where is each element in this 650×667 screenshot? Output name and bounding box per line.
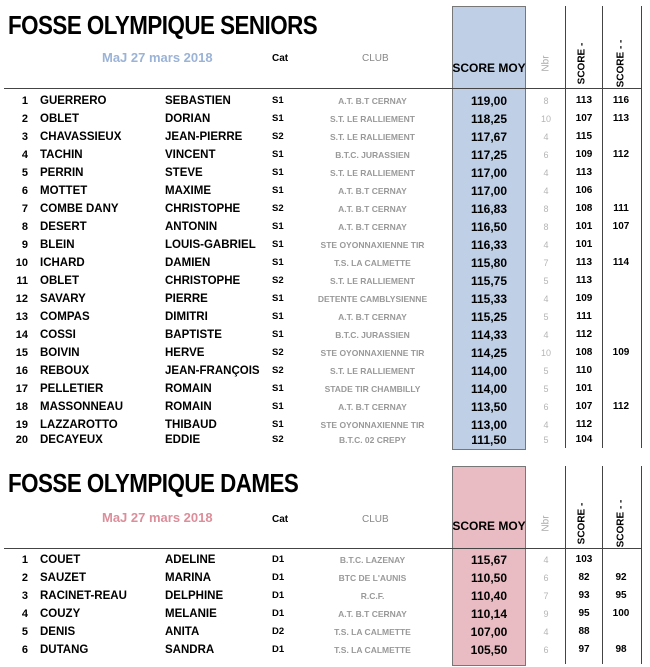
- first-name: DELPHINE: [165, 590, 224, 602]
- rank: 2: [21, 113, 28, 125]
- rank: 12: [15, 293, 28, 305]
- seniors-title: FOSSE OLYMPIQUE SENIORS: [8, 10, 318, 40]
- score-1: 93: [578, 590, 590, 601]
- dames-title: FOSSE OLYMPIQUE DAMES: [8, 468, 299, 498]
- category: S2: [272, 347, 284, 358]
- score-moy: 110,40: [470, 589, 508, 603]
- category: D1: [272, 644, 285, 655]
- first-name: BAPTISTE: [165, 329, 222, 341]
- nbr: 5: [543, 366, 549, 376]
- first-name: ADELINE: [165, 554, 216, 566]
- club: STE OYONNAXIENNE TIR: [320, 420, 425, 430]
- last-name: COMPAS: [40, 311, 90, 323]
- score-1: 108: [575, 203, 593, 214]
- category: S1: [272, 293, 284, 304]
- rank: 16: [15, 365, 28, 377]
- club: S.T. LE RALLIEMENT: [330, 276, 415, 286]
- category: S1: [272, 401, 284, 412]
- first-name: SEBASTIEN: [165, 95, 231, 107]
- nbr: 6: [543, 402, 549, 412]
- nbr: 5: [543, 312, 549, 322]
- last-name: CHAVASSIEUX: [40, 131, 122, 143]
- category: S2: [272, 365, 284, 376]
- score-moy: 117,67: [470, 130, 508, 144]
- score-moy: 111,50: [471, 433, 507, 447]
- first-name: CHRISTOPHE: [165, 275, 241, 287]
- nbr: 10: [540, 114, 551, 124]
- club: A.T. B.T CERNAY: [338, 312, 407, 322]
- score-moy: 107,00: [470, 625, 508, 639]
- score-moy: 116,33: [470, 238, 508, 252]
- last-name: REBOUX: [40, 365, 90, 377]
- score-moy: 114,00: [470, 382, 508, 396]
- nbr: 4: [543, 240, 549, 250]
- category: D1: [272, 554, 285, 565]
- score-moy: 113,00: [470, 418, 508, 432]
- score-moy: 114,33: [470, 328, 508, 342]
- first-name: MELANIE: [165, 608, 217, 620]
- club: B.T.C. JURASSIEN: [335, 150, 410, 160]
- dames-update-date: MaJ 27 mars 2018: [102, 510, 213, 525]
- category: S1: [272, 239, 284, 250]
- first-name: VINCENT: [165, 149, 216, 161]
- dames-club-header: CLUB: [362, 514, 389, 525]
- nbr: 8: [543, 96, 549, 106]
- rank: 11: [16, 275, 28, 287]
- rank: 1: [21, 95, 28, 107]
- score-moy: 115,33: [470, 292, 508, 306]
- club: B.T.C. JURASSIEN: [335, 330, 410, 340]
- nbr: 6: [543, 645, 549, 655]
- last-name: PERRIN: [40, 167, 84, 179]
- nbr: 4: [543, 420, 549, 430]
- last-name: PELLETIER: [40, 383, 104, 395]
- score-1: 101: [575, 221, 593, 232]
- club: B.T.C. LAZENAY: [339, 555, 406, 565]
- nbr: 7: [543, 591, 549, 601]
- rank: 6: [21, 644, 28, 656]
- last-name: DENIS: [40, 626, 76, 638]
- seniors-nbr-header: Nbr: [540, 55, 552, 72]
- last-name: DUTANG: [40, 644, 89, 656]
- score-1: 113: [575, 275, 593, 286]
- first-name: STEVE: [165, 167, 203, 179]
- last-name: TACHIN: [40, 149, 83, 161]
- first-name: JEAN-FRANÇOIS: [165, 365, 260, 377]
- table-row: [0, 587, 650, 605]
- seniors-score2-header: SCORE - -: [615, 39, 627, 88]
- rank: 3: [21, 131, 28, 143]
- category: S1: [272, 221, 284, 232]
- table-row: [0, 569, 650, 587]
- score-1: 113: [575, 257, 593, 268]
- seniors-club-header: CLUB: [362, 53, 389, 64]
- category: S1: [272, 383, 284, 394]
- club: A.T. B.T CERNAY: [338, 402, 407, 412]
- score-1: 110: [575, 365, 593, 376]
- score-moy: 115,67: [470, 553, 508, 567]
- score-1: 97: [578, 644, 590, 655]
- score-2: 107: [612, 221, 630, 232]
- nbr: 5: [543, 435, 549, 445]
- score-moy: 117,00: [470, 166, 508, 180]
- score-2: 98: [615, 644, 627, 655]
- last-name: GUERRERO: [40, 95, 107, 107]
- rank: 13: [15, 311, 28, 323]
- club: B.T.C. 02 CREPY: [338, 435, 407, 445]
- first-name: DORIAN: [165, 113, 211, 125]
- first-name: HERVE: [165, 347, 205, 359]
- nbr: 4: [543, 132, 549, 142]
- nbr: 4: [543, 330, 549, 340]
- nbr: 4: [543, 294, 549, 304]
- nbr: 5: [543, 276, 549, 286]
- category: S2: [272, 131, 284, 142]
- score-2: 114: [612, 257, 630, 268]
- club: STADE TIR CHAMBILLY: [324, 384, 421, 394]
- score-1: 95: [578, 608, 590, 619]
- last-name: BLEIN: [40, 239, 75, 251]
- rank: 14: [15, 329, 28, 341]
- score-moy: 116,83: [470, 202, 508, 216]
- rank: 7: [21, 203, 28, 215]
- score-moy: 115,25: [470, 310, 508, 324]
- first-name: CHRISTOPHE: [165, 203, 241, 215]
- club: DETENTE CAMBLYSIENNE: [317, 294, 428, 304]
- last-name: LAZZAROTTO: [40, 419, 118, 431]
- last-name: OBLET: [40, 113, 79, 125]
- club: A.T. B.T CERNAY: [338, 204, 407, 214]
- category: S2: [272, 203, 284, 214]
- rank: 10: [15, 257, 28, 269]
- score-1: 113: [575, 95, 593, 106]
- rank: 20: [15, 434, 28, 446]
- score-1: 108: [575, 347, 593, 358]
- score-1: 103: [575, 554, 593, 565]
- score-2: 112: [612, 401, 630, 412]
- nbr: 5: [543, 384, 549, 394]
- score-moy: 110,50: [470, 571, 508, 585]
- score-2: 95: [615, 590, 627, 601]
- nbr: 4: [543, 555, 549, 565]
- club: A.T. B.T CERNAY: [338, 186, 407, 196]
- rank: 3: [21, 590, 28, 602]
- club: STE OYONNAXIENNE TIR: [320, 240, 425, 250]
- club: BTC DE L'AUNIS: [338, 573, 407, 583]
- club: A.T. B.T CERNAY: [338, 96, 407, 106]
- score-1: 113: [575, 167, 593, 178]
- dames-score-moy-header: SCORE MOY: [452, 519, 526, 533]
- score-1: 101: [575, 239, 593, 250]
- first-name: ROMAIN: [165, 383, 212, 395]
- rank: 5: [21, 626, 28, 638]
- score-1: 104: [575, 434, 593, 445]
- table-row: [0, 623, 650, 641]
- score-1: 109: [575, 293, 593, 304]
- score-1: 115: [575, 131, 593, 142]
- score-2: 109: [612, 347, 630, 358]
- score-2: 116: [612, 95, 630, 106]
- club: S.T. LE RALLIEMENT: [330, 366, 415, 376]
- nbr: 6: [543, 573, 549, 583]
- last-name: BOIVIN: [40, 347, 80, 359]
- category: S1: [272, 167, 284, 178]
- score-1: 109: [575, 149, 593, 160]
- score-moy: 115,80: [470, 256, 508, 270]
- score-moy: 105,50: [470, 643, 508, 657]
- last-name: DECAYEUX: [40, 434, 103, 446]
- club: S.T. LE RALLIEMENT: [330, 132, 415, 142]
- score-moy: 114,00: [470, 364, 508, 378]
- last-name: RACINET-REAU: [40, 590, 127, 602]
- rank: 19: [15, 419, 28, 431]
- first-name: JEAN-PIERRE: [165, 131, 243, 143]
- nbr: 6: [543, 150, 549, 160]
- rank: 1: [21, 554, 28, 566]
- score-moy: 114,25: [470, 346, 508, 360]
- nbr: 8: [543, 222, 549, 232]
- score-1: 106: [575, 185, 593, 196]
- score-1: 88: [578, 626, 590, 637]
- rank: 2: [21, 572, 28, 584]
- score-2: 100: [612, 608, 630, 619]
- category: S1: [272, 113, 284, 124]
- club: T.S. LA CALMETTE: [334, 627, 411, 637]
- club: A.T. B.T CERNAY: [338, 222, 407, 232]
- last-name: SAVARY: [40, 293, 86, 305]
- score-1: 107: [575, 401, 593, 412]
- category: S1: [272, 311, 284, 322]
- category: S1: [272, 329, 284, 340]
- last-name: COUET: [40, 554, 81, 566]
- score-moy: 113,50: [470, 400, 508, 414]
- score-moy: 115,75: [470, 274, 508, 288]
- category: S2: [272, 275, 284, 286]
- score-1: 112: [575, 329, 593, 340]
- first-name: MARINA: [165, 572, 211, 584]
- first-name: LOUIS-GABRIEL: [165, 239, 256, 251]
- score-2: 111: [613, 203, 629, 214]
- last-name: OBLET: [40, 275, 79, 287]
- score-2: 112: [612, 149, 630, 160]
- dames-cat-header: Cat: [272, 514, 289, 525]
- first-name: THIBAUD: [165, 419, 217, 431]
- rank: 18: [15, 401, 28, 413]
- club: S.T. LE RALLIEMENT: [330, 114, 415, 124]
- nbr: 4: [543, 186, 549, 196]
- nbr: 8: [543, 204, 549, 214]
- last-name: ICHARD: [40, 257, 85, 269]
- last-name: COUZY: [40, 608, 81, 620]
- nbr: 9: [543, 609, 549, 619]
- first-name: DIMITRI: [165, 311, 208, 323]
- category: D1: [272, 572, 285, 583]
- seniors-cat-header: Cat: [272, 53, 289, 64]
- first-name: DAMIEN: [165, 257, 211, 269]
- seniors-score-moy-header: SCORE MOY: [452, 61, 526, 75]
- score-1: 111: [576, 311, 592, 322]
- category: S1: [272, 419, 284, 430]
- score-moy: 116,50: [470, 220, 508, 234]
- first-name: EDDIE: [165, 434, 201, 446]
- score-1: 107: [575, 113, 593, 124]
- rank: 9: [21, 239, 28, 251]
- rank: 4: [21, 608, 28, 620]
- club: A.T. B.T CERNAY: [338, 609, 407, 619]
- first-name: ROMAIN: [165, 401, 212, 413]
- rank: 8: [21, 221, 28, 233]
- first-name: PIERRE: [165, 293, 208, 305]
- seniors-score1-header: SCORE -: [576, 42, 588, 85]
- category: S1: [272, 149, 284, 160]
- last-name: COSSI: [40, 329, 76, 341]
- score-1: 101: [575, 383, 593, 394]
- last-name: MASSONNEAU: [40, 401, 124, 413]
- seniors-update-date: MaJ 27 mars 2018: [102, 50, 213, 65]
- score-2: 113: [612, 113, 630, 124]
- rank: 4: [21, 149, 28, 161]
- score-moy: 118,25: [470, 112, 508, 126]
- score-moy: 117,00: [470, 184, 508, 198]
- last-name: COMBE DANY: [40, 203, 119, 215]
- category: D1: [272, 590, 285, 601]
- score-moy: 110,14: [470, 607, 508, 621]
- first-name: ANITA: [165, 626, 200, 638]
- score-1: 82: [578, 572, 590, 583]
- nbr: 7: [543, 258, 549, 268]
- last-name: MOTTET: [40, 185, 88, 197]
- dames-score2-header: SCORE - -: [615, 499, 627, 548]
- club: S.T. LE RALLIEMENT: [330, 168, 415, 178]
- table-row: [0, 605, 650, 623]
- table-row: [0, 551, 650, 569]
- rank: 5: [21, 167, 28, 179]
- category: S2: [272, 434, 284, 445]
- first-name: ANTONIN: [165, 221, 218, 233]
- nbr: 4: [543, 627, 549, 637]
- score-1: 112: [575, 419, 593, 430]
- dames-header-rule: [4, 548, 641, 549]
- score-2: 92: [615, 572, 627, 583]
- score-moy: 119,00: [470, 94, 508, 108]
- category: S1: [272, 257, 284, 268]
- last-name: DESERT: [40, 221, 87, 233]
- club: T.S. LA CALMETTE: [334, 258, 411, 268]
- club: T.S. LA CALMETTE: [334, 645, 411, 655]
- nbr: 4: [543, 168, 549, 178]
- nbr: 10: [540, 348, 551, 358]
- dames-score1-header: SCORE -: [576, 502, 588, 545]
- category: D2: [272, 626, 285, 637]
- table-row: [0, 641, 650, 659]
- dames-nbr-header: Nbr: [540, 515, 552, 532]
- category: D1: [272, 608, 285, 619]
- category: S1: [272, 185, 284, 196]
- score-moy: 117,25: [470, 148, 508, 162]
- category: S1: [272, 95, 284, 106]
- rank: 6: [21, 185, 28, 197]
- last-name: SAUZET: [40, 572, 86, 584]
- first-name: SANDRA: [165, 644, 215, 656]
- club: STE OYONNAXIENNE TIR: [320, 348, 425, 358]
- rank: 15: [15, 347, 28, 359]
- first-name: MAXIME: [165, 185, 211, 197]
- club: R.C.F.: [360, 591, 385, 601]
- rank: 17: [15, 383, 28, 395]
